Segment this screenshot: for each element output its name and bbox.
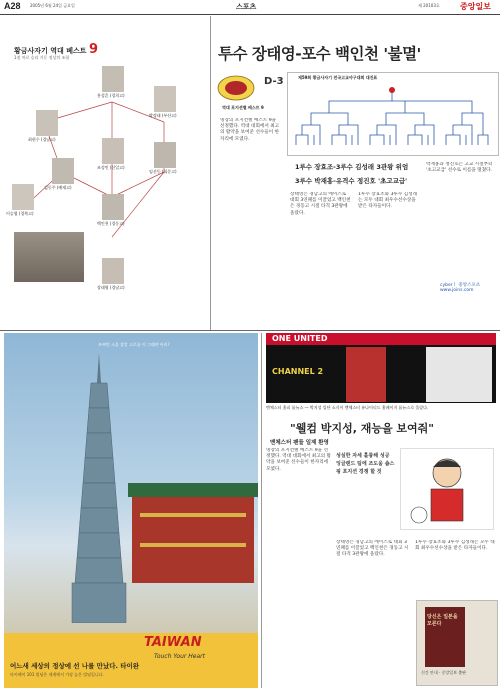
sidebar-title: 황금사자기 역대 베스트 <box>14 47 87 55</box>
player-photo <box>346 347 386 402</box>
ad-tagline: Touch Your Heart <box>154 653 205 660</box>
player-portrait <box>102 66 124 92</box>
article-body-column: 명장의 포지션별 베스트 9을 선정했다. 역대 대회에서 최고의 활약을 보여준 선수들이 한자리에 모였다. <box>220 118 280 142</box>
player-name: 김동주 (배재고) <box>44 185 72 190</box>
sidebar-title-number: 9 <box>88 42 98 57</box>
feature-body-text: 명장의 포지션별 베스트 9을 선정했다. 역대 대회에서 최고의 활약을 보여준 선수들이 한자리에 모였다. <box>266 448 331 472</box>
player-portrait <box>154 86 176 112</box>
masthead <box>0 0 500 14</box>
book-title: 당신은 일본을 모른다 <box>427 614 458 627</box>
cyber-link[interactable]: cyberㅣ 중앙스포츠 www.joins.com <box>440 283 481 293</box>
player-name: 백인천 (경동고) <box>97 221 125 226</box>
player-name: 박정태 (부산고) <box>149 113 177 118</box>
taiwan-ad <box>4 333 258 688</box>
grand-hotel-illustration <box>132 493 254 583</box>
feature-headline: "웰컴 박지성, 재능을 보여줘" <box>290 422 435 435</box>
sidebar-feature <box>4 42 209 322</box>
player-name: 이승엽 (경북고) <box>6 211 34 216</box>
bracket-box <box>287 72 499 156</box>
player-portrait <box>52 158 74 184</box>
bracket-title: 제59회 황금사자기 전국고교야구대회 대진표 <box>298 75 378 80</box>
ad-top-text: 쓰찌민 소울 휴앙 고로를 이 그래야 아리? <box>98 342 170 347</box>
main-headline: 투수 장태영-포수 백인천 '불멸' <box>218 45 421 63</box>
issue-number: 제 20103호 <box>418 3 440 8</box>
player-portrait <box>154 142 176 168</box>
book-ad <box>416 600 498 686</box>
player-name: 임선동 (휘문고) <box>149 169 177 174</box>
player-name: 홍성흔 (경희고) <box>97 93 125 98</box>
vintage-team-photo <box>14 232 84 282</box>
article-body-column: 장태영은 경남고의 에이스로 대회 3연패를 이끌었고 백인천은 경동고 시절 타격 3관왕에 올랐다. <box>290 192 351 216</box>
article-body-column: 박재홍과 정진호는 고교 시절부터 '초고교급' 선수로 이름을 떨쳤다. <box>426 162 493 174</box>
manutd-website-photo <box>266 333 496 403</box>
page-number: A28 <box>4 1 21 11</box>
player-caricature <box>400 448 494 530</box>
ad-brand-block <box>4 633 258 688</box>
dday-badge: D-3 <box>264 76 284 87</box>
website-channel-label: CHANNEL 2 <box>272 367 324 376</box>
pullquote: 성실한 자세 훌륭해 성공 잉글랜드 팀에 조도움 숍스핑 포지션 경쟁 할 것 <box>336 453 395 475</box>
photo-caption: 맨체스터 홈피 톱뉴스 — 박지성 입단 소식이 맨체스터 유나이티드 홈페이지 톱뉴스로 올랐다. <box>266 405 429 410</box>
feature-subhead: 맨체스터 팬들 일제 환영 <box>270 440 329 446</box>
ad-bottom-line: 어느새 세상의 정상에 선 나를 만났다. 타이완 <box>10 662 140 670</box>
ad-brand-logo: TAIWAN <box>144 635 202 650</box>
taipei-101-tower-illustration <box>64 353 134 623</box>
player-portrait <box>102 194 124 220</box>
feature-body-text: 1루수 장효조와 3루수 김성래는 모두 대회 최우수선수상을 받은 타자들이다. <box>415 540 495 552</box>
subhead-2: 3루수 박재홍-유격수 정진호 '초고교급' <box>295 177 408 185</box>
issue-date: 2005년 6월 24일 금요일 <box>30 3 75 8</box>
ad-bottom-small: 타이베이 101 빌딩은 세계에서 가장 높은 빌딩입니다. <box>10 672 104 677</box>
emblem-caption: 역대 포지션별 베스트 9 <box>222 105 264 110</box>
bracket-chart <box>292 85 492 151</box>
article-body-column: 1루수 장효조와 3루수 김성래는 모두 대회 최우수선수상을 받은 타자들이다. <box>358 192 418 210</box>
player-portrait <box>102 138 124 164</box>
subhead-1: 1루수 장효조-3루수 김성래 3관왕 위엄 <box>295 163 409 171</box>
player-name: 조성민 (신일고) <box>97 165 125 170</box>
sidebar-subtitle: 1점 차로 승리 거둔 정상의 조합 <box>14 55 70 60</box>
section-title: 스포츠 <box>236 3 257 11</box>
player-portrait <box>102 258 124 284</box>
website-title: ONE UNITED <box>272 334 328 343</box>
book-ad-text: 신간 안내 · 중앙일보 출판 <box>421 670 466 675</box>
player-name: 장태영 (경남고) <box>97 285 125 290</box>
newspaper-logo: 중앙일보 <box>460 2 491 11</box>
player-name: 최현수 (경남고) <box>28 137 56 142</box>
player-portrait <box>12 184 34 210</box>
tournament-emblem <box>216 72 256 104</box>
player-portrait <box>36 110 58 136</box>
side-panel <box>426 347 492 402</box>
feature-body-text: 장태영은 경남고의 에이스로 대회 3연패를 이끌었고 백인천은 경동고 시절 타격 3관왕에 올랐다. <box>336 540 409 558</box>
